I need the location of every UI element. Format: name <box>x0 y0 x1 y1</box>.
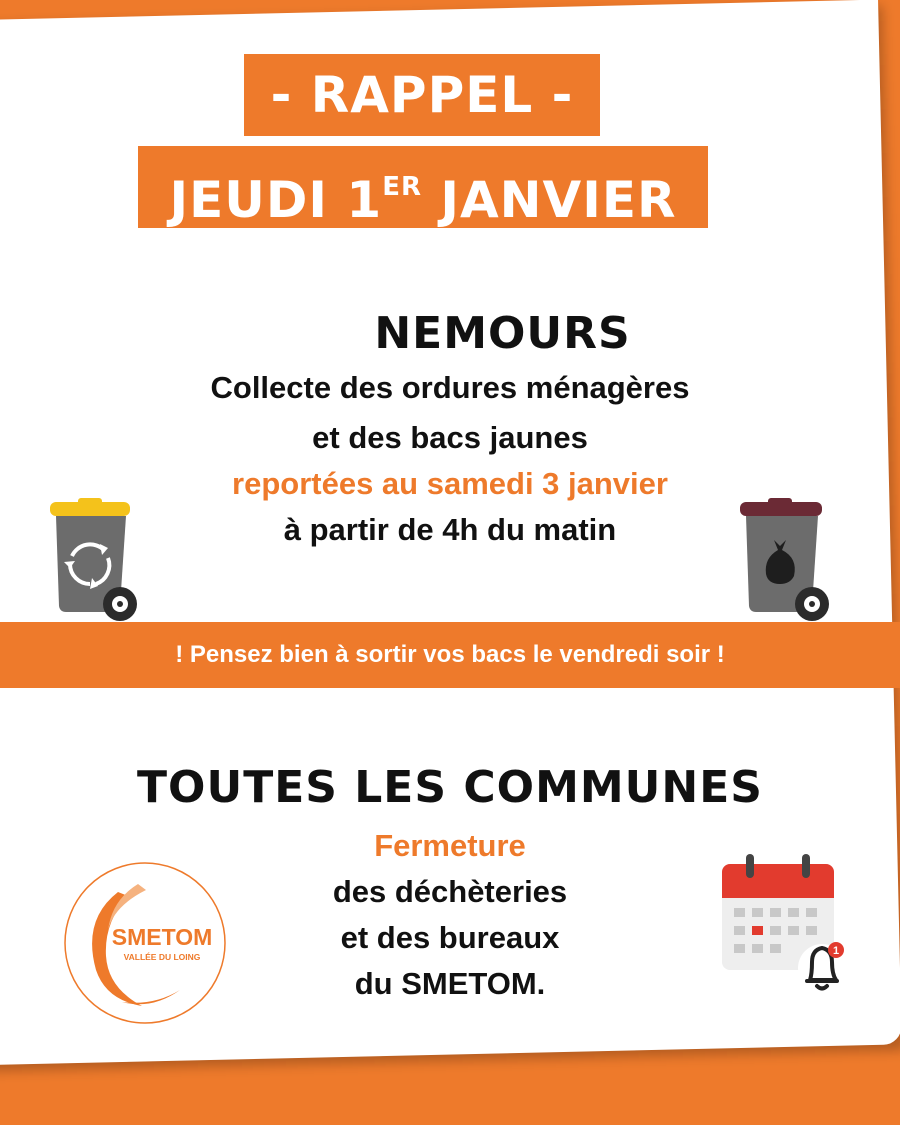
nemours-line-3: reportées au samedi 3 janvier <box>232 466 668 501</box>
rappel-tag: - RAPPEL - <box>244 54 600 136</box>
date-main: JEUDI 1 <box>169 171 383 229</box>
nemours-line-2: et des bacs jaunes <box>312 420 588 455</box>
nemours-title: NEMOURS <box>374 308 631 359</box>
communes-line-3: et des bureaux <box>340 920 560 955</box>
calendar-icon <box>718 850 858 1000</box>
notification-count: 1 <box>832 945 840 957</box>
recycling-bin-icon <box>48 498 144 624</box>
smetom-logo <box>62 860 228 1026</box>
date-month: JANVIER <box>421 171 677 229</box>
communes-line-4: du SMETOM. <box>354 966 546 1001</box>
nemours-line-1: Collecte des ordures ménagères <box>210 370 690 405</box>
logo-subtitle: VALLÉE DU LOING <box>123 952 201 962</box>
date-tag <box>138 146 708 228</box>
communes-title: TOUTES LES COMMUNES <box>137 762 763 813</box>
logo-name: SMETOM <box>111 924 213 950</box>
nemours-line-4: à partir de 4h du matin <box>283 512 617 547</box>
reminder-banner: ! Pensez bien à sortir vos bacs le vendredi soir ! <box>0 622 900 688</box>
date-superscript: ER <box>382 172 422 202</box>
trash-bin-icon <box>738 498 834 624</box>
communes-line-1: Fermeture <box>374 828 526 863</box>
communes-line-2: des déchèteries <box>332 874 568 909</box>
